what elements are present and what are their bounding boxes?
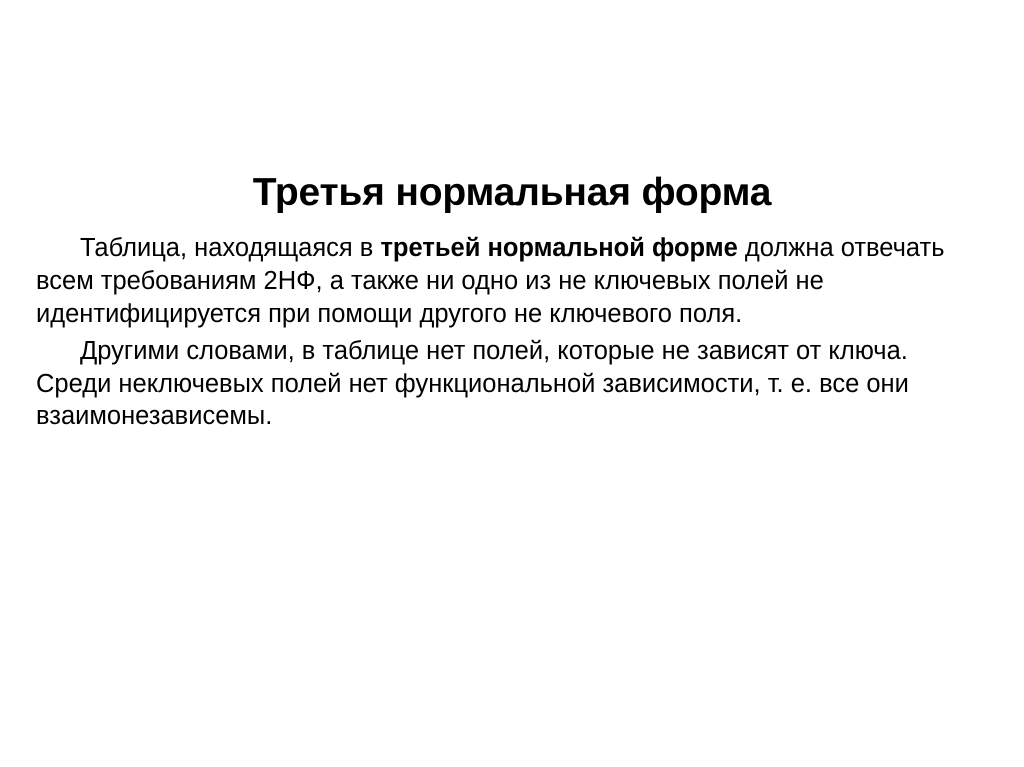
body-paragraph-1: Таблица, находящаяся в третьей нормальной форме должна отвечать всем требованиям 2НФ, а также ни одно из не ключевых полей не идентифицируется при помощи другого не ключевого поля.: [36, 234, 945, 328]
page-title: Третья нормальная форма: [252, 171, 772, 215]
emphasized-term: третьей нормальной форме: [380, 234, 738, 262]
slide-body: [36, 232, 988, 437]
body-paragraph-2: Другими словами, в таблице нет полей, которые не зависят от ключа. Среди неключевых полей нет функциональной зависимости, т. е. все они взаимонезависемы.: [36, 336, 909, 431]
